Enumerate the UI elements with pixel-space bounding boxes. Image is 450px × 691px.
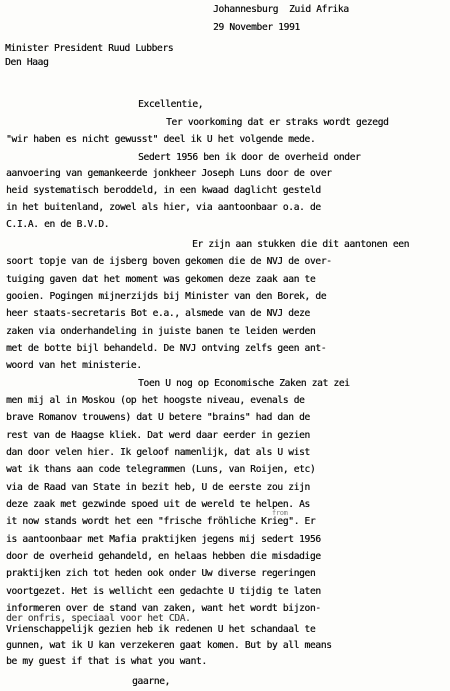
salutation: Excellentie, bbox=[138, 99, 204, 110]
header-place: Johannesburg Zuid Afrika bbox=[213, 4, 349, 15]
body-line: Vrienschappelijk gezien heb ik redenen U het schandaal te bbox=[6, 624, 316, 635]
body-line: aanvoering van gemankeerde jonkheer Joseph Luns door de over bbox=[6, 168, 332, 179]
body-line: brave Romanov trouwens) dat U betere "brains" had dan de bbox=[6, 412, 310, 423]
header-date: 29 November 1991 bbox=[213, 22, 300, 33]
address-city: Den Haag bbox=[5, 57, 49, 68]
body-line: gunnen, wat ik U kan verzekeren gaat komen. But by all means bbox=[6, 640, 332, 651]
body-line: men mij al in Moskou (op het hoogste niveau, evenals de bbox=[6, 395, 305, 406]
body-line: voortgezet. Het is wellicht een gedachte U tijdig te laten bbox=[6, 586, 321, 597]
body-line: is aantoonbaar met Mafia praktijken jegens mij sedert 1956 bbox=[6, 534, 321, 545]
body-line: Toen U nog op Economische Zaken zat zei bbox=[138, 378, 350, 389]
body-line: gooien. Pogingen mijnerzijds bij Minister van den Borek, de bbox=[6, 291, 327, 302]
body-line: dan door velen hier. Ik geloof namenlijk, dat als U wist bbox=[6, 447, 310, 458]
body-line: C.I.A. en de B.V.D. bbox=[6, 219, 110, 230]
body-line: door de overheid gehandeld, en helaas hebben die misdadige bbox=[6, 551, 321, 562]
body-line-overtyped: der onfris, speciaal voor het CDA. bbox=[6, 613, 191, 624]
body-line: met de botte bijl behandeld. De NVJ ontving zelfs geen ant- bbox=[6, 343, 327, 354]
overtyped-word: from bbox=[272, 509, 288, 517]
body-line: via de Raad van State in bezit heb, U de eerste zou zijn bbox=[6, 482, 310, 493]
body-line: be my guest if that is what you want. bbox=[6, 656, 207, 667]
body-line: tuiging gaven dat het moment was gekomen deze zaak aan te bbox=[6, 274, 316, 285]
body-line: "wir haben es nicht gewusst" deel ik U het volgende mede. bbox=[6, 134, 316, 145]
body-line: Er zijn aan stukken die dit aantonen een bbox=[192, 239, 410, 250]
body-line: in het buitenland, zowel als hier, via aantoonbaar o.a. de bbox=[6, 202, 321, 213]
address-recipient: Minister President Ruud Lubbers bbox=[5, 43, 174, 54]
body-line: praktijken zich tot heden ook onder Uw diverse regeringen bbox=[6, 568, 316, 579]
body-line: Sedert 1956 ben ik door de overheid onder bbox=[138, 152, 361, 163]
body-line: deze zaak met gezwinde spoed uit de wereld te helpen. As bbox=[6, 499, 310, 510]
body-line: wat ik thans aan code telegrammen (Luns, van Roijen, etc) bbox=[6, 464, 316, 475]
body-line: heer staats-secretaris Bot e.a., alsmede van de NVJ deze bbox=[6, 308, 310, 319]
body-line: zaken via onderhandeling in juiste banen te leiden werden bbox=[6, 326, 316, 337]
body-line: soort topje van de ijsberg boven gekomen die de NVJ de over- bbox=[6, 256, 332, 267]
body-line: woord van het ministerie. bbox=[6, 360, 142, 371]
body-line: heid systematisch beroddeld, in een kwaad daglicht gesteld bbox=[6, 185, 321, 196]
closing: gaarne, bbox=[132, 676, 170, 687]
body-line: informeren over de stand van zaken, want het wordt bijzon- bbox=[6, 603, 321, 614]
body-line: Ter voorkoming dat er straks wordt gezegd bbox=[166, 117, 389, 128]
body-line: rest van de Haagse kliek. Dat werd daar eerder in gezien bbox=[6, 430, 310, 441]
body-line: it now stands wordt het een "frische fröhliche Krieg". Er bbox=[6, 516, 316, 527]
